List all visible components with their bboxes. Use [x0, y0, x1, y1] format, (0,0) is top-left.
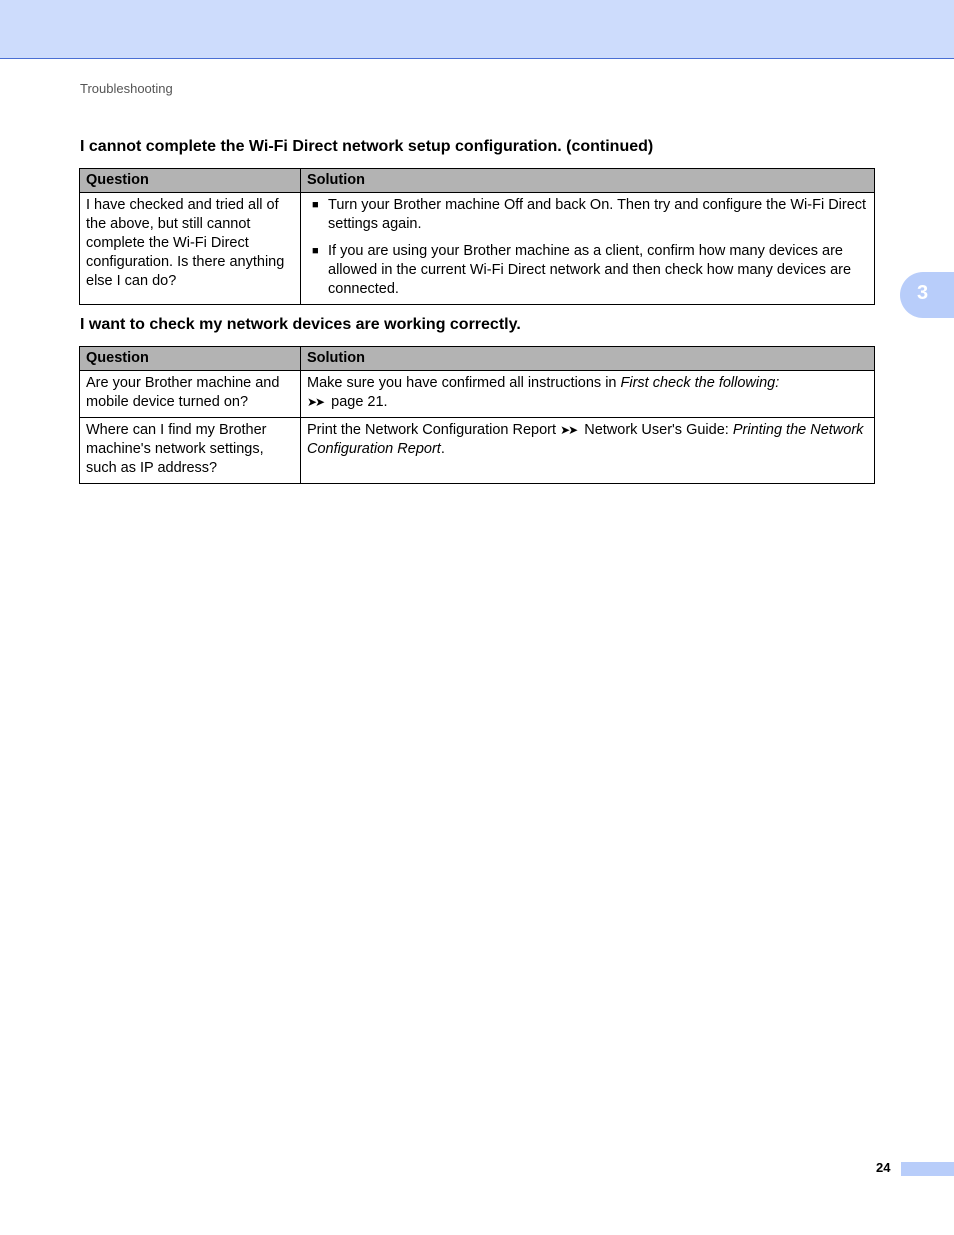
square-bullet-icon: ■: [312, 199, 319, 211]
table-row: [80, 418, 875, 484]
question-cell: I have checked and tried all of the above, but still cannot complete the Wi-Fi Direct configuration. Is there anything else I can do?: [80, 193, 301, 305]
square-bullet-icon: ■: [312, 245, 319, 257]
solution-text: Make sure you have confirmed all instructions in: [307, 375, 621, 391]
running-head: Troubleshooting: [80, 81, 173, 96]
first-check-link[interactable]: First check the following:: [620, 375, 780, 391]
column-header-question: Question: [80, 347, 301, 371]
solution-cell: [301, 193, 875, 305]
bullet-text: If you are using your Brother machine as a client, confirm how many devices are allowed in the current Wi-Fi Direct network and then check how many devices are connected.: [328, 243, 852, 297]
double-arrow-icon: ➤➤: [560, 423, 577, 437]
table-header-row: [80, 347, 875, 371]
wifi-direct-table: [79, 168, 875, 305]
solution-cell: [301, 418, 875, 484]
section-heading-network-devices: I want to check my network devices are working correctly.: [80, 316, 521, 333]
table-row: [80, 371, 875, 418]
section-heading-wifi-direct: I cannot complete the Wi-Fi Direct network setup configuration. (continued): [80, 138, 654, 155]
solution-cell: [301, 371, 875, 418]
column-header-solution: Solution: [301, 169, 875, 193]
solution-text-end: .: [440, 441, 445, 457]
chapter-number: 3: [917, 282, 929, 304]
column-header-solution: Solution: [301, 347, 875, 371]
solution-text: Print the Network Configuration Report: [307, 422, 561, 438]
chapter-tab: [900, 272, 954, 318]
table-header-row: [80, 169, 875, 193]
bullet-text: Turn your Brother machine Off and back On. Then try and configure the Wi-Fi Direct settings again.: [328, 197, 867, 232]
guide-reference: Network User's Guide:: [580, 422, 733, 438]
network-report-link[interactable]: Printing the Network Configuration Report: [307, 422, 864, 457]
table-row: [80, 193, 875, 305]
network-devices-table: [79, 346, 875, 484]
question-cell: Are your Brother machine and mobile device turned on?: [80, 371, 301, 418]
page-reference[interactable]: page 21.: [327, 394, 388, 410]
column-header-question: Question: [80, 169, 301, 193]
bullet-item: [307, 242, 868, 299]
top-banner: [0, 0, 954, 59]
bullet-item: [307, 196, 868, 234]
double-arrow-icon: ➤➤: [307, 395, 324, 409]
page-number: 24: [876, 1160, 891, 1175]
page-number-bar: [901, 1162, 954, 1176]
question-cell: Where can I find my Brother machine's network settings, such as IP address?: [80, 418, 301, 484]
